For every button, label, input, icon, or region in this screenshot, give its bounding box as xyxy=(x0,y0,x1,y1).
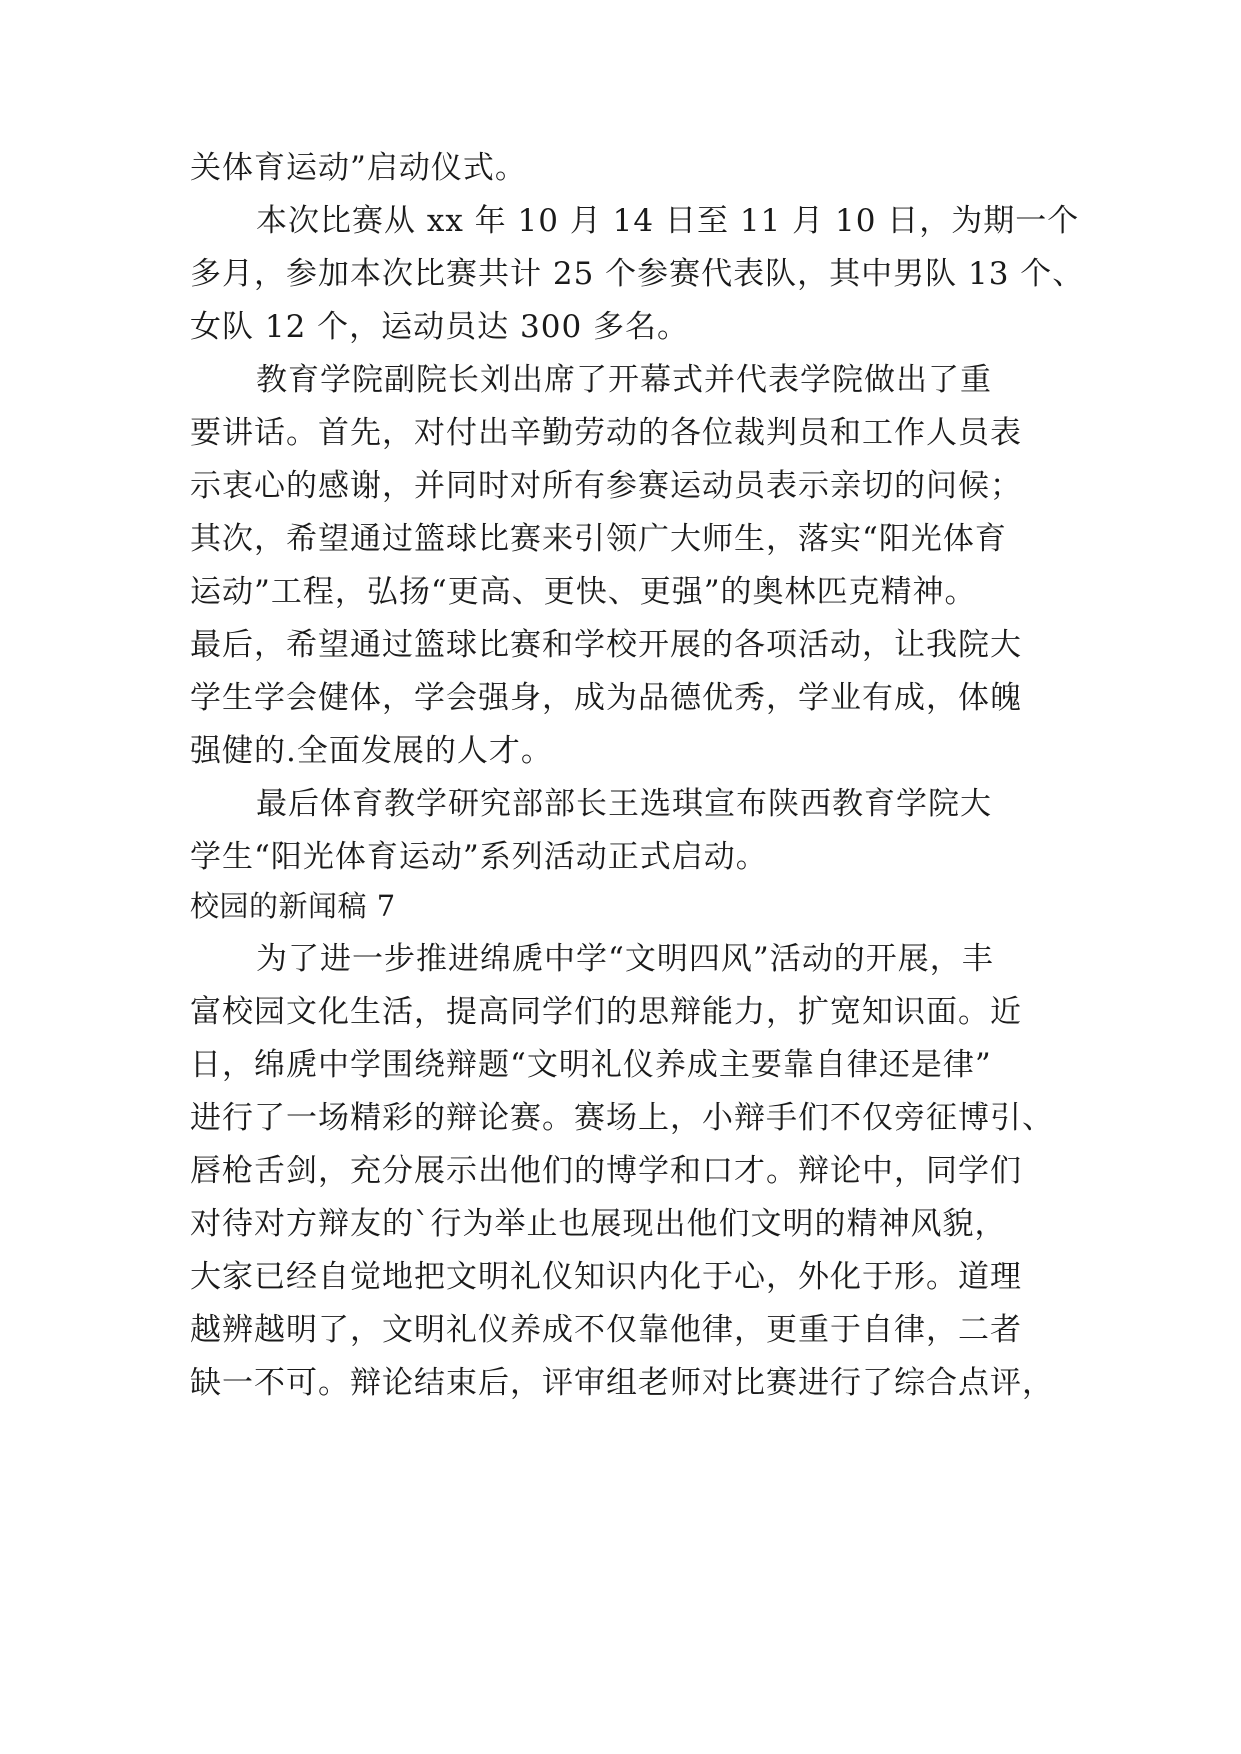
paragraph-line: 本次比赛从 xx 年 10 月 14 日至 11 月 10 日，为期一个 xyxy=(256,203,1080,239)
paragraph-line: 为了进一步推进绵虒中学“文明四风”活动的开展，丰 xyxy=(256,941,994,977)
paragraph-line: 强健的.全面发展的人才。 xyxy=(190,733,553,769)
paragraph-line: 示衷心的感谢，并同时对所有参赛运动员表示亲切的问候； xyxy=(190,468,1022,504)
paragraph-line: 进行了一场精彩的辩论赛。赛场上，小辩手们不仅旁征博引、 xyxy=(190,1100,1054,1136)
paragraph-line: 学生“阳光体育运动”系列活动正式启动。 xyxy=(190,839,768,875)
paragraph-line: 缺一不可。辩论结束后，评审组老师对比赛进行了综合点评， xyxy=(190,1365,1054,1401)
paragraph-line: 日，绵虒中学围绕辩题“文明礼仪养成主要靠自律还是律” xyxy=(190,1047,992,1083)
paragraph-line: 大家已经自觉地把文明礼仪知识内化于心，外化于形。道理 xyxy=(190,1259,1022,1295)
section-heading: 校园的新闻稿 7 xyxy=(190,889,396,923)
paragraph-line: 富校园文化生活，提高同学们的思辩能力，扩宽知识面。近 xyxy=(190,994,1022,1030)
paragraph-line: 关体育运动”启动仪式。 xyxy=(190,150,527,186)
paragraph-line: 运动”工程，弘扬“更高、更快、更强”的奥林匹克精神。 xyxy=(190,574,977,610)
paragraph-line: 对待对方辩友的`行为举止也展现出他们文明的精神风貌， xyxy=(190,1206,1007,1242)
paragraph-line: 其次，希望通过篮球比赛来引领广大师生，落实“阳光体育 xyxy=(190,521,1007,557)
paragraph-line: 越辨越明了，文明礼仪养成不仅靠他律，更重于自律，二者 xyxy=(190,1312,1022,1348)
paragraph-line: 最后体育教学研究部部长王选琪宣布陕西教育学院大 xyxy=(256,786,992,822)
paragraph-line: 要讲话。首先，对付出辛勤劳动的各位裁判员和工作人员表 xyxy=(190,415,1022,451)
paragraph-line: 女队 12 个，运动员达 300 多名。 xyxy=(190,309,690,345)
paragraph-line: 教育学院副院长刘出席了开幕式并代表学院做出了重 xyxy=(256,362,992,398)
paragraph-line: 唇枪舌剑，充分展示出他们的博学和口才。辩论中，同学们 xyxy=(190,1153,1022,1189)
paragraph-line: 学生学会健体，学会强身，成为品德优秀，学业有成，体魄 xyxy=(190,680,1022,716)
paragraph-line: 最后，希望通过篮球比赛和学校开展的各项活动，让我院大 xyxy=(190,627,1022,663)
paragraph-line: 多月，参加本次比赛共计 25 个参赛代表队，其中男队 13 个、 xyxy=(190,256,1085,292)
